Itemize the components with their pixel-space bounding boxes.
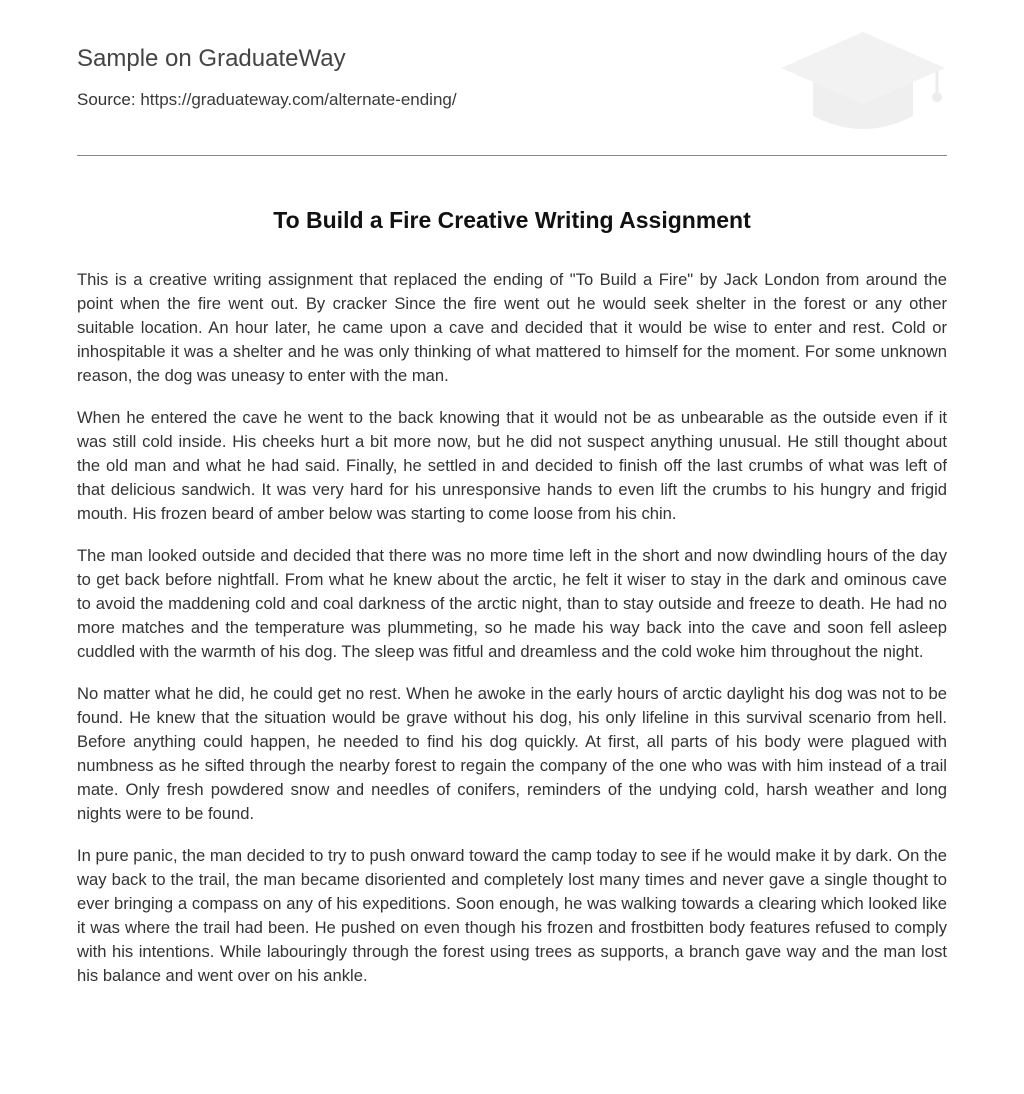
document-title: To Build a Fire Creative Writing Assignment xyxy=(273,207,751,233)
paragraph-5: In pure panic, the man decided to try to push onward toward the camp today to see if he would make it by dark. On the way back to the trail, the man became disoriented and completely lost many times and never gave a single thought to ever bringing a compass on any of his expeditions. Soon enough, he was walking towards a clearing which looked like it was where the trail had been. He pushed on even though his frozen and frostbitten body features refused to comply with his intentions. While labouringly through the forest using trees as supports, a branch gave way and the man lost his balance and went over on his ankle. xyxy=(77,846,947,985)
header xyxy=(77,0,947,156)
source-line xyxy=(77,89,457,111)
source-link[interactable]: https://graduateway.com/alternate-ending/ xyxy=(140,90,457,109)
site-title: Sample on GraduateWay xyxy=(77,45,346,72)
paragraph-3: The man looked outside and decided that there was no more time left in the short and now dwindling hours of the day to get back before nightfall. From what he knew about the arctic, he felt it wiser to stay in the dark and ominous cave to avoid the maddening cold and coal darkness of the arctic night, than to stay outside and freeze to death. He had no more matches and the temperature was plummeting, so he made his way back into the cave and soon fell asleep cuddled with the warmth of his dog. The sleep was fitful and dreamless and the cold woke him throughout the night. xyxy=(77,546,947,661)
article-body xyxy=(77,268,947,1006)
source-label: Source: xyxy=(77,90,136,109)
paragraph-4: No matter what he did, he could get no rest. When he awoke in the early hours of arctic daylight his dog was not to be found. He knew that the situation would be grave without his dog, his only lifeline in this survival scenario from hell. Before anything could happen, he needed to find his dog quickly. At first, all parts of his body were plagued with numbness as he sifted through the nearby forest to regain the company of the one who was with him instead of a trail mate. Only fresh powdered snow and needles of conifers, reminders of the undying cold, harsh weather and long nights were to be found. xyxy=(77,684,947,823)
header-divider xyxy=(77,155,947,156)
paragraph-2: When he entered the cave he went to the back knowing that it would not be as unbearable as the outside even if it was still cold inside. His cheeks hurt a bit more now, but he did not suspect anything unusual. He still thought about the old man and what he had said. Finally, he settled in and decided to finish off the last crumbs of what was left of that delicious sandwich. It was very hard for his unresponsive hands to even lift the crumbs to his hungry and frigid mouth. His frozen beard of amber below was starting to come loose from his chin. xyxy=(77,408,947,523)
graduation-cap-icon xyxy=(779,30,947,134)
paragraph-1: This is a creative writing assignment that replaced the ending of "To Build a Fire" by Jack London from around the point when the fire went out. By cracker Since the fire went out he would seek shelter in the forest or any other suitable location. An hour later, he came upon a cave and decided that it would be wise to enter and rest. Cold or inhospitable it was a shelter and he was only thinking of what mattered to himself for the moment. For some unknown reason, the dog was uneasy to enter with the man. xyxy=(77,270,947,385)
